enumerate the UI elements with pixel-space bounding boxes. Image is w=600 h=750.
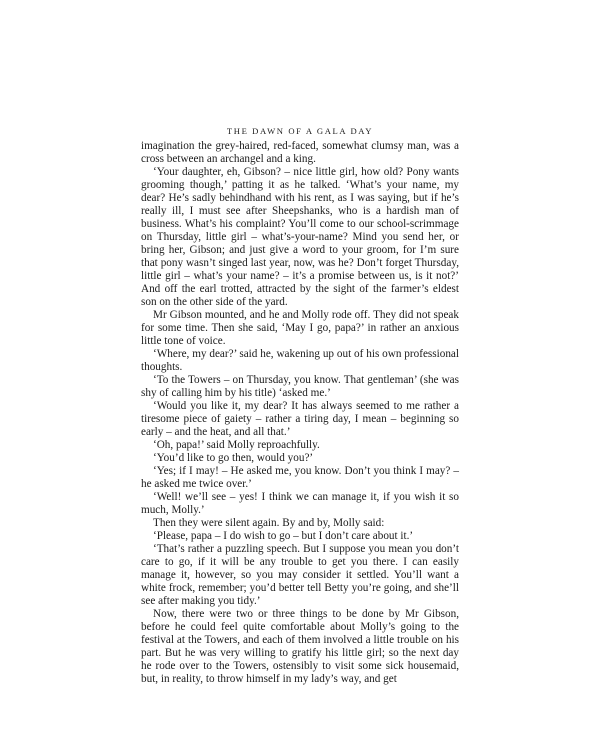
paragraph: ‘Well! we’ll see – yes! I think we can manage it, if you wish it so much, Molly.’	[141, 491, 459, 516]
paragraph: imagination the grey-haired, red-faced, somewhat clumsy man, was a cross between an archangel and a king.	[141, 140, 459, 165]
body-text	[141, 140, 459, 686]
paragraph: ‘Please, papa – I do wish to go – but I don’t care about it.’	[153, 530, 414, 542]
paragraph: ‘Where, my dear?’ said he, wakening up out of his own professional thoughts.	[141, 348, 459, 373]
paragraph: ‘Yes; if I may! – He asked me, you know. Don’t you think I may? – he asked me twice over.’	[141, 465, 459, 490]
paragraph: ‘Would you like it, my dear? It has always seemed to me rather a tiresome piece of gaiety – rather a tiring day, I mean – beginning so early – and the heat, and all that.’	[141, 400, 459, 438]
paragraph: Then they were silent again. By and by, Molly said:	[153, 517, 385, 529]
paragraph: ‘To the Towers – on Thursday, you know. That gentleman’ (she was shy of calling him by his title) ‘asked me.’	[141, 374, 459, 399]
paragraph: Now, there were two or three things to be done by Mr Gibson, before he could feel quite comfortable about Molly’s going to the festival at the Towers, and each of them involved a little trouble on his part. But he was very willing to gratify his little girl; so the next day he rode over to the Towers, ostensibly to visit some sick housemaid, but, in reality, to throw himself in my lady’s way, and get	[141, 608, 459, 685]
paragraph: ‘You’d like to go then, would you?’	[153, 452, 314, 464]
paragraph: ‘That’s rather a puzzling speech. But I suppose you mean you don’t care to go, if it will be any trouble to get you there. I can easily manage it, however, so you may consider it settled. You’ll want a white frock, remember; you’d better tell Betty you’re going, and she’ll see after making you tidy.’	[141, 543, 459, 607]
paragraph: Mr Gibson mounted, and he and Molly rode off. They did not speak for some time. Then she said, ‘May I go, papa?’ in rather an anxious little tone of voice.	[141, 309, 459, 347]
running-head: THE DAWN OF A GALA DAY	[226, 126, 374, 136]
paragraph: ‘Oh, papa!’ said Molly reproachfully.	[153, 439, 320, 451]
paragraph: ‘Your daughter, eh, Gibson? – nice little girl, how old? Pony wants grooming though,’ patting it as he talked. ‘What’s your name, my dear? He’s sadly behindhand with his rent, as I was saying, but if he’s really ill, I must see after Sheepshanks, who is a hardish man of business. What’s his complaint? You’ll come to our school-scrimmage on Thursday, little girl – what’s-your-name? Mind you send her, or bring her, Gibson; and just give a word to your groom, for I’m sure that pony wasn’t singed last year, now, was he? Don’t forget Thursday, little girl – what’s your name? – it’s a promise between us, is it not?’ And off the earl trotted, attracted by the sight of the farmer’s eldest son on the other side of the yard.	[141, 166, 459, 308]
